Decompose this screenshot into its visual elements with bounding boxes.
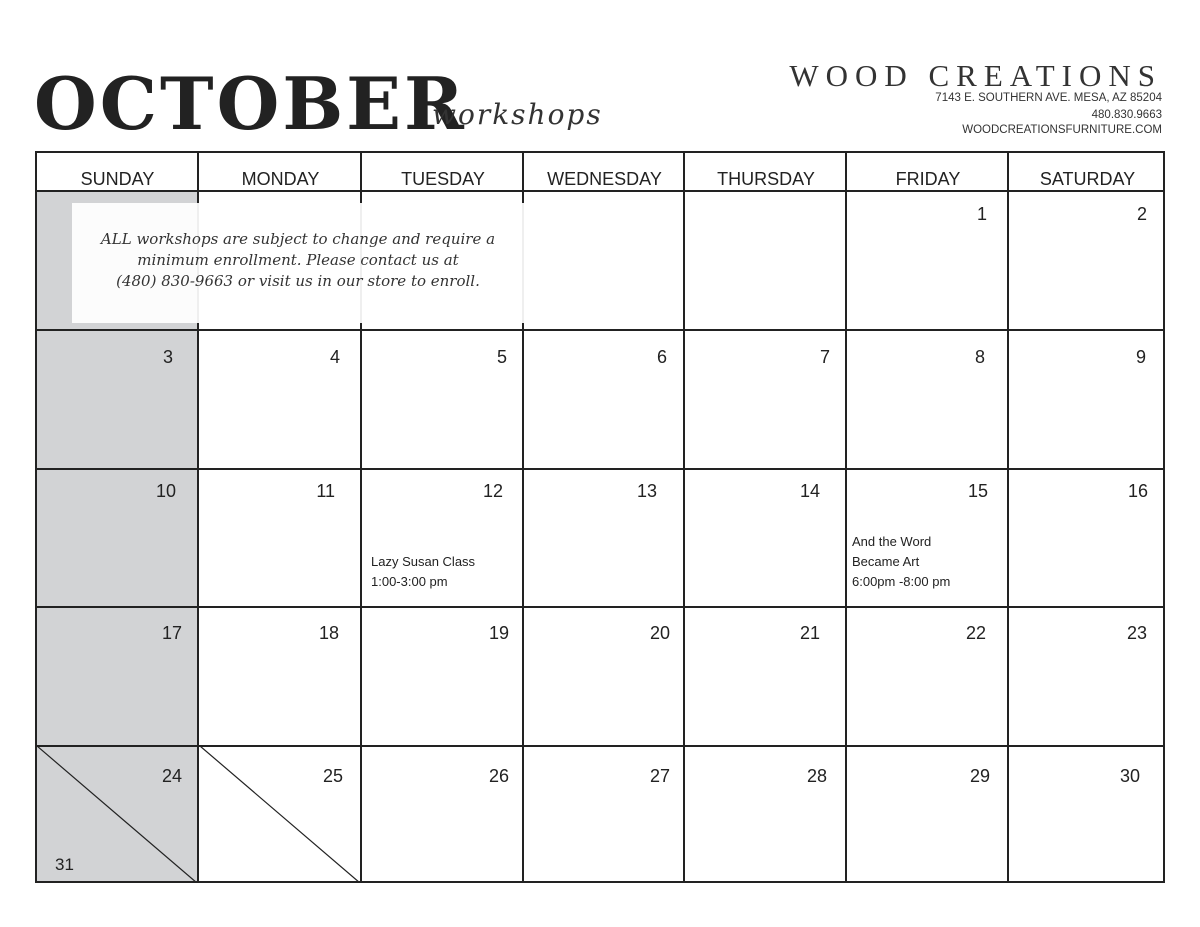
store-phone: 480.830.9663 xyxy=(1091,109,1162,121)
day-number: 21 xyxy=(799,623,820,643)
day-number: 4 xyxy=(329,347,340,367)
day-number: 26 xyxy=(488,766,509,786)
grid-line xyxy=(37,329,1163,331)
notice-line: minimum enrollment. Please contact us at xyxy=(137,251,459,269)
day-number: 18 xyxy=(318,623,339,643)
day-number: 5 xyxy=(496,347,507,367)
weekday-thursday: THURSDAY xyxy=(717,169,815,189)
enrollment-notice xyxy=(72,203,524,323)
weekday-wednesday: WEDNESDAY xyxy=(547,169,662,189)
event-word-art xyxy=(852,532,950,592)
day-number: 25 xyxy=(322,766,343,786)
event-lazy-susan xyxy=(371,552,475,592)
grid-line xyxy=(37,468,1163,470)
grid-line xyxy=(845,153,847,881)
weekday-friday: FRIDAY xyxy=(895,169,961,189)
day-number: 2 xyxy=(1136,204,1147,224)
day-number: 14 xyxy=(799,481,820,501)
day-number: 12 xyxy=(482,481,503,501)
event-time: 1:00-3:00 pm xyxy=(371,574,448,589)
grid-line xyxy=(37,606,1163,608)
store-address: 7143 E. SOUTHERN AVE. MESA, AZ 85204 xyxy=(935,92,1162,104)
event-title: And the Word xyxy=(852,534,932,549)
brand-name: WOOD CREATIONS xyxy=(789,58,1162,93)
day-number: 29 xyxy=(969,766,990,786)
day-number: 3 xyxy=(162,347,173,367)
grid-line xyxy=(1007,153,1009,881)
day-number: 23 xyxy=(1126,623,1147,643)
weekday-tuesday: TUESDAY xyxy=(401,169,485,189)
day-number: 17 xyxy=(161,623,182,643)
day-number: 16 xyxy=(1127,481,1148,501)
grid-line xyxy=(37,190,1163,192)
day-number: 24 xyxy=(161,766,182,786)
day-number: 8 xyxy=(974,347,985,367)
day-number: 28 xyxy=(806,766,827,786)
day-number: 20 xyxy=(649,623,670,643)
day-number: 19 xyxy=(488,623,509,643)
day-number-31: 31 xyxy=(55,855,74,874)
day-number: 15 xyxy=(967,481,988,501)
day-number: 6 xyxy=(656,347,667,367)
event-time: 6:00pm -8:00 pm xyxy=(852,574,951,589)
split-day-lines xyxy=(37,746,363,883)
day-number: 27 xyxy=(649,766,670,786)
event-title: Became Art xyxy=(852,554,920,569)
day-number: 11 xyxy=(316,481,335,501)
notice-line: ALL workshops are subject to change and require a xyxy=(100,230,496,248)
day-number: 7 xyxy=(819,347,830,367)
day-number: 13 xyxy=(636,481,657,501)
weekday-monday: MONDAY xyxy=(241,169,320,189)
day-number: 30 xyxy=(1119,766,1140,786)
month-title: OCTOBER xyxy=(34,61,467,146)
day-number: 9 xyxy=(1135,347,1146,367)
notice-line: (480) 830-9663 or visit us in our store to enroll. xyxy=(116,272,480,290)
weekday-saturday: SATURDAY xyxy=(1039,169,1136,189)
store-website: WOODCREATIONSFURNITURE.COM xyxy=(962,124,1162,136)
day-number: 10 xyxy=(155,481,176,501)
day-number: 1 xyxy=(976,204,987,224)
weekday-sunday: SUNDAY xyxy=(80,169,155,189)
calendar-grid xyxy=(35,151,1165,883)
event-title: Lazy Susan Class xyxy=(371,554,476,569)
grid-line xyxy=(683,153,685,881)
page-subtitle: workshops xyxy=(432,98,603,131)
day-number: 22 xyxy=(965,623,986,643)
